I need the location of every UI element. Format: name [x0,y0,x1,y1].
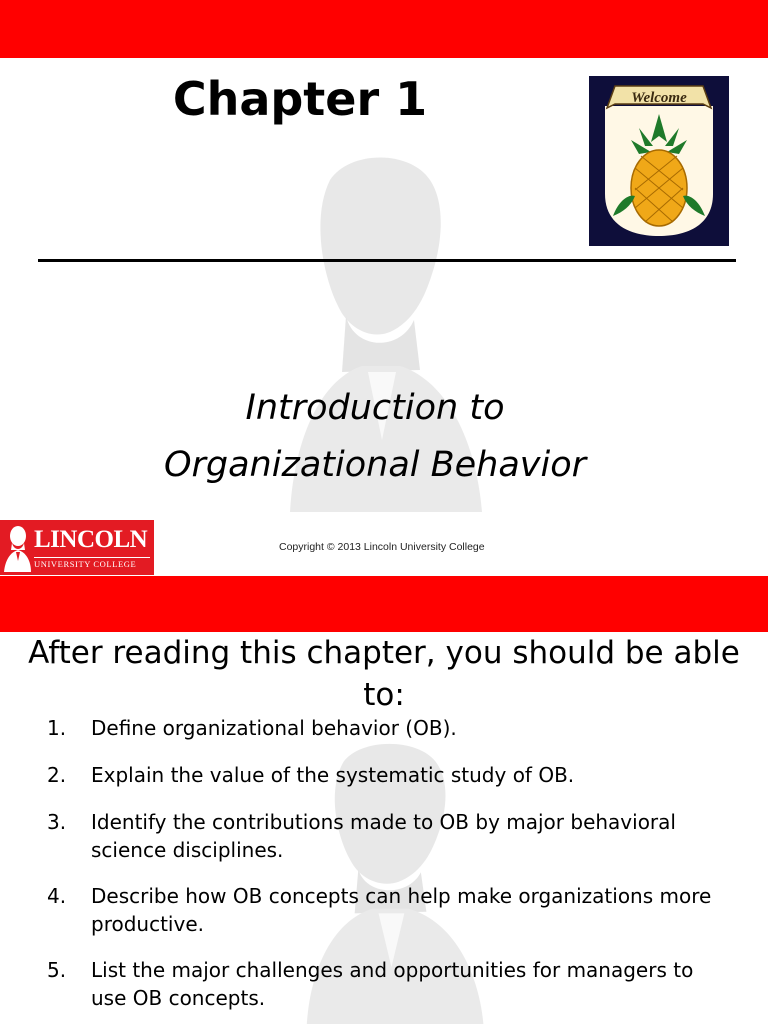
objective-text: Identify the contributions made to OB by major behavioral science disciplines. [91,810,676,862]
objective-text: Define organizational behavior (OB). [91,716,457,740]
logo-wordmark: LINCOLN [34,526,148,553]
objectives-intro [10,632,758,716]
objective-text: Describe how OB concepts can help make organizations more productive. [91,884,712,936]
logo-subtitle: UNIVERSITY COLLEGE [34,557,150,569]
objective-number: 1. [47,716,67,740]
objective-number: 3. [47,810,67,834]
chapter-subtitle [60,380,690,494]
welcome-sign-text: Welcome [631,90,687,106]
copyright-notice: Copyright © 2013 Lincoln University College [279,541,485,553]
intro-line-2: to: [363,677,405,713]
lincoln-bust-icon [2,523,32,572]
objective-text: List the major challenges and opportunities for managers to use OB concepts. [91,958,694,1010]
objective-text: Explain the value of the systematic study of OB. [91,763,575,787]
middle-red-bar [0,576,768,632]
subtitle-line-1: Introduction to [245,388,505,428]
title-divider [38,259,736,262]
objective-number: 4. [47,884,67,908]
top-red-bar [0,0,768,58]
objective-number: 2. [47,763,67,787]
lincoln-logo [0,520,154,575]
subtitle-line-2: Organizational Behavior [163,445,587,485]
intro-line-1: After reading this chapter, you should be able [28,635,740,671]
objective-number: 5. [47,958,67,982]
welcome-pineapple-sign [589,76,729,246]
chapter-title: Chapter 1 [172,72,428,126]
